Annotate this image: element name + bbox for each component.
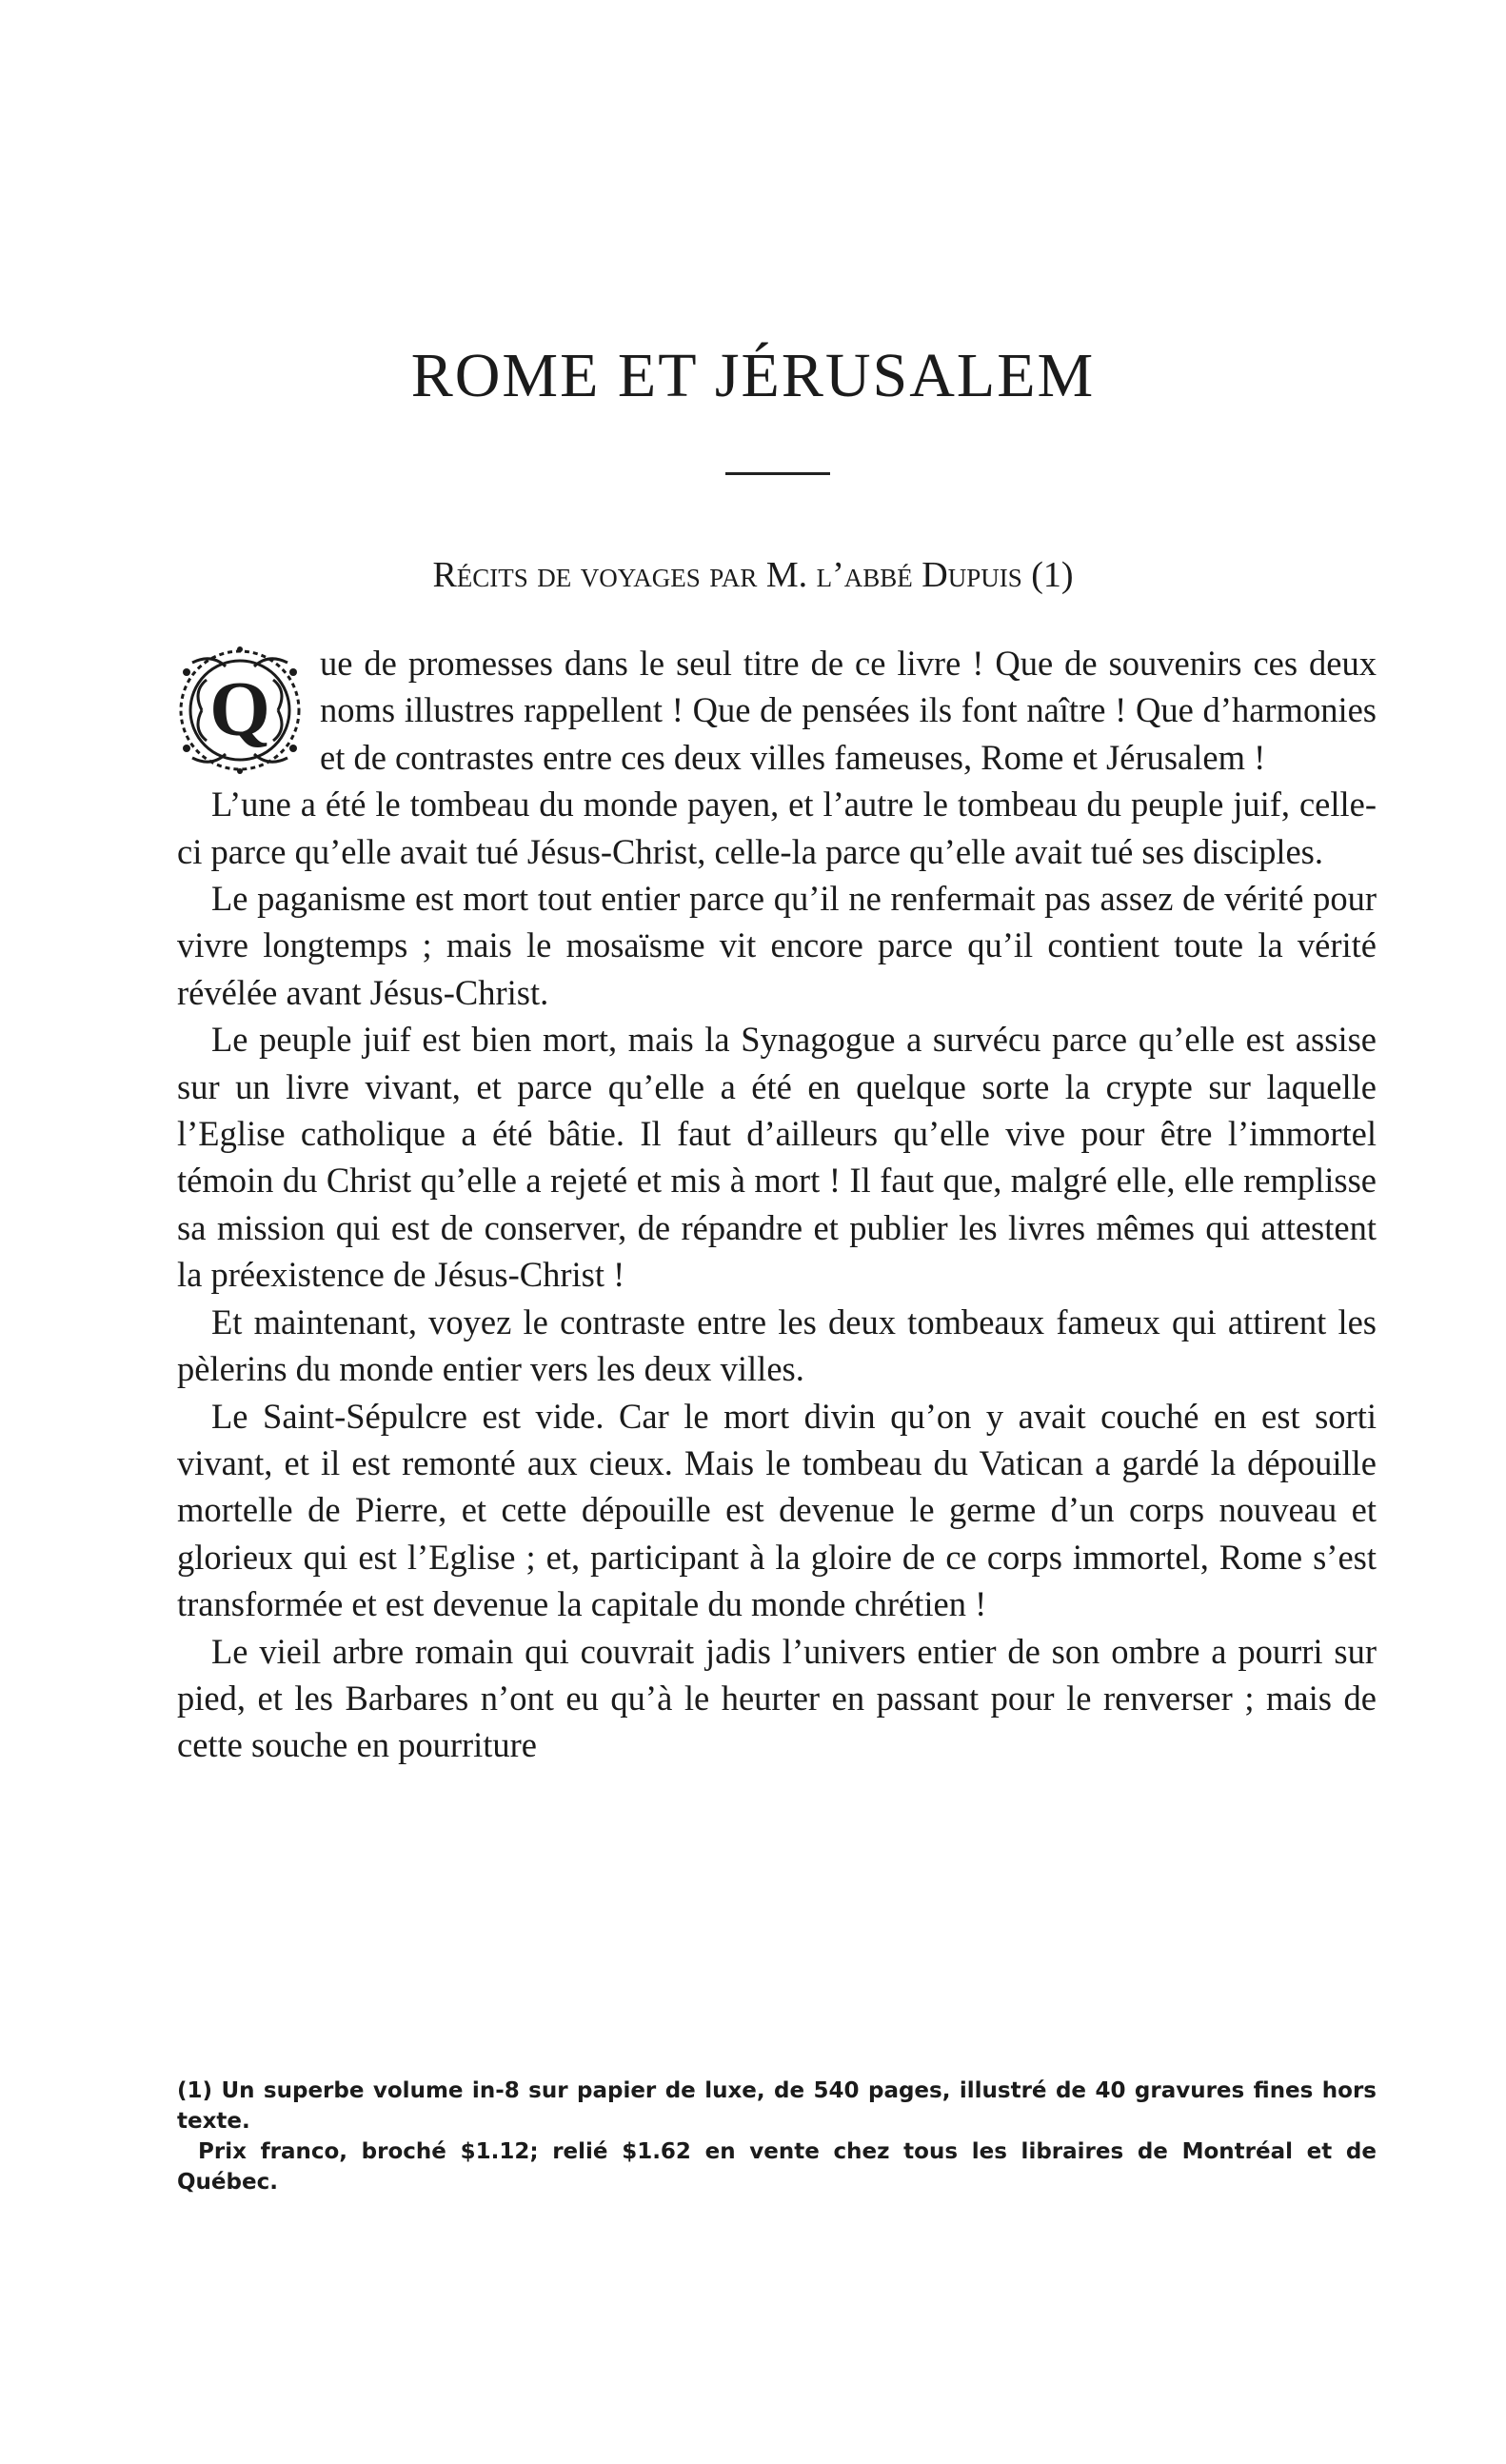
paragraph-1: [177, 640, 1377, 781]
paragraph-text: ue de promesses dans le seul titre de ce livre ! Que de souvenirs ces deux noms illustres rappellent ! Que de pensées ils font naître ! Que d’harmonies et de contrastes entre ces deux villes fameuses, Rome et Jérusalem !: [320, 644, 1377, 777]
article-title: ROME ET JÉRUSALEM: [410, 341, 1096, 410]
paragraph-4: Le peuple juif est bien mort, mais la Synagogue a survécu parce qu’elle est assise sur un livre vivant, et parce qu’elle a été en quelque sorte la crypte sur laquelle l’Eglise catholique a été bâtie. Il faut d’ailleurs qu’elle vive pour être l’immortel témoin du Christ qu’elle a rejeté et mis à mort ! Il faut que, malgré elle, elle remplisse sa mission qui est de conserver, de répandre et publier les livres mêmes qui attestent la préexistence de Jésus-Christ !: [177, 1020, 1377, 1295]
article-body: [177, 640, 1377, 1769]
paragraph-2: L’une a été le tombeau du monde payen, et l’autre le tombeau du peuple juif, celle-ci parce qu’elle avait tué Jésus-Christ, celle-la parce qu’elle avait tué ses disciples.: [177, 785, 1377, 871]
paragraph-5: Et maintenant, voyez le contraste entre les deux tombeaux fameux qui attirent les pèlerins du monde entier vers les deux villes.: [177, 1302, 1377, 1389]
article-subtitle: Récits de voyages par M. l’abbé Dupuis (1): [432, 555, 1074, 595]
paragraph-7: Le vieil arbre romain qui couvrait jadis l’univers entier de son ombre a pourri sur pied, et les Barbares n’ont eu qu’à le heurter en passant pour le renverser ; mais de cette souche en pourriture: [177, 1631, 1377, 1765]
paragraph-6: Le Saint-Sépulcre est vide. Car le mort divin qu’on y avait couché en est sorti vivant, et il est remonté aux cieux. Mais le tombeau du Vatican a gardé la dépouille mortelle de Pierre, et cette dépouille est devenue le germe d’un corps nouveau et glorieux qui est l’Eglise ; et, participant à la gloire de ce corps immortel, Rome s’est transformée et est devenue la capitale du monde chrétien !: [177, 1396, 1377, 1624]
paragraph-3: Le paganisme est mort tout entier parce qu’il ne renfermait pas assez de vérité pour vivre longtemps ; mais le mosaïsme vit encore parce qu’il contient toute la vérité révélée avant Jésus-Christ.: [177, 879, 1377, 1012]
svg-text:Q: Q: [209, 666, 270, 752]
footnotes: [177, 2076, 1377, 2197]
footnote-1: (1) Un superbe volume in-8 sur papier de luxe, de 540 pages, illustré de 40 gravures fines hors texte.: [177, 2078, 1377, 2134]
ornamental-dropcap-icon: [173, 644, 307, 777]
title-divider: [725, 472, 830, 475]
footnote-2: Prix franco, broché $1.12; relié $1.62 en vente chez tous les libraires de Montréal et de Québec.: [177, 2139, 1377, 2195]
